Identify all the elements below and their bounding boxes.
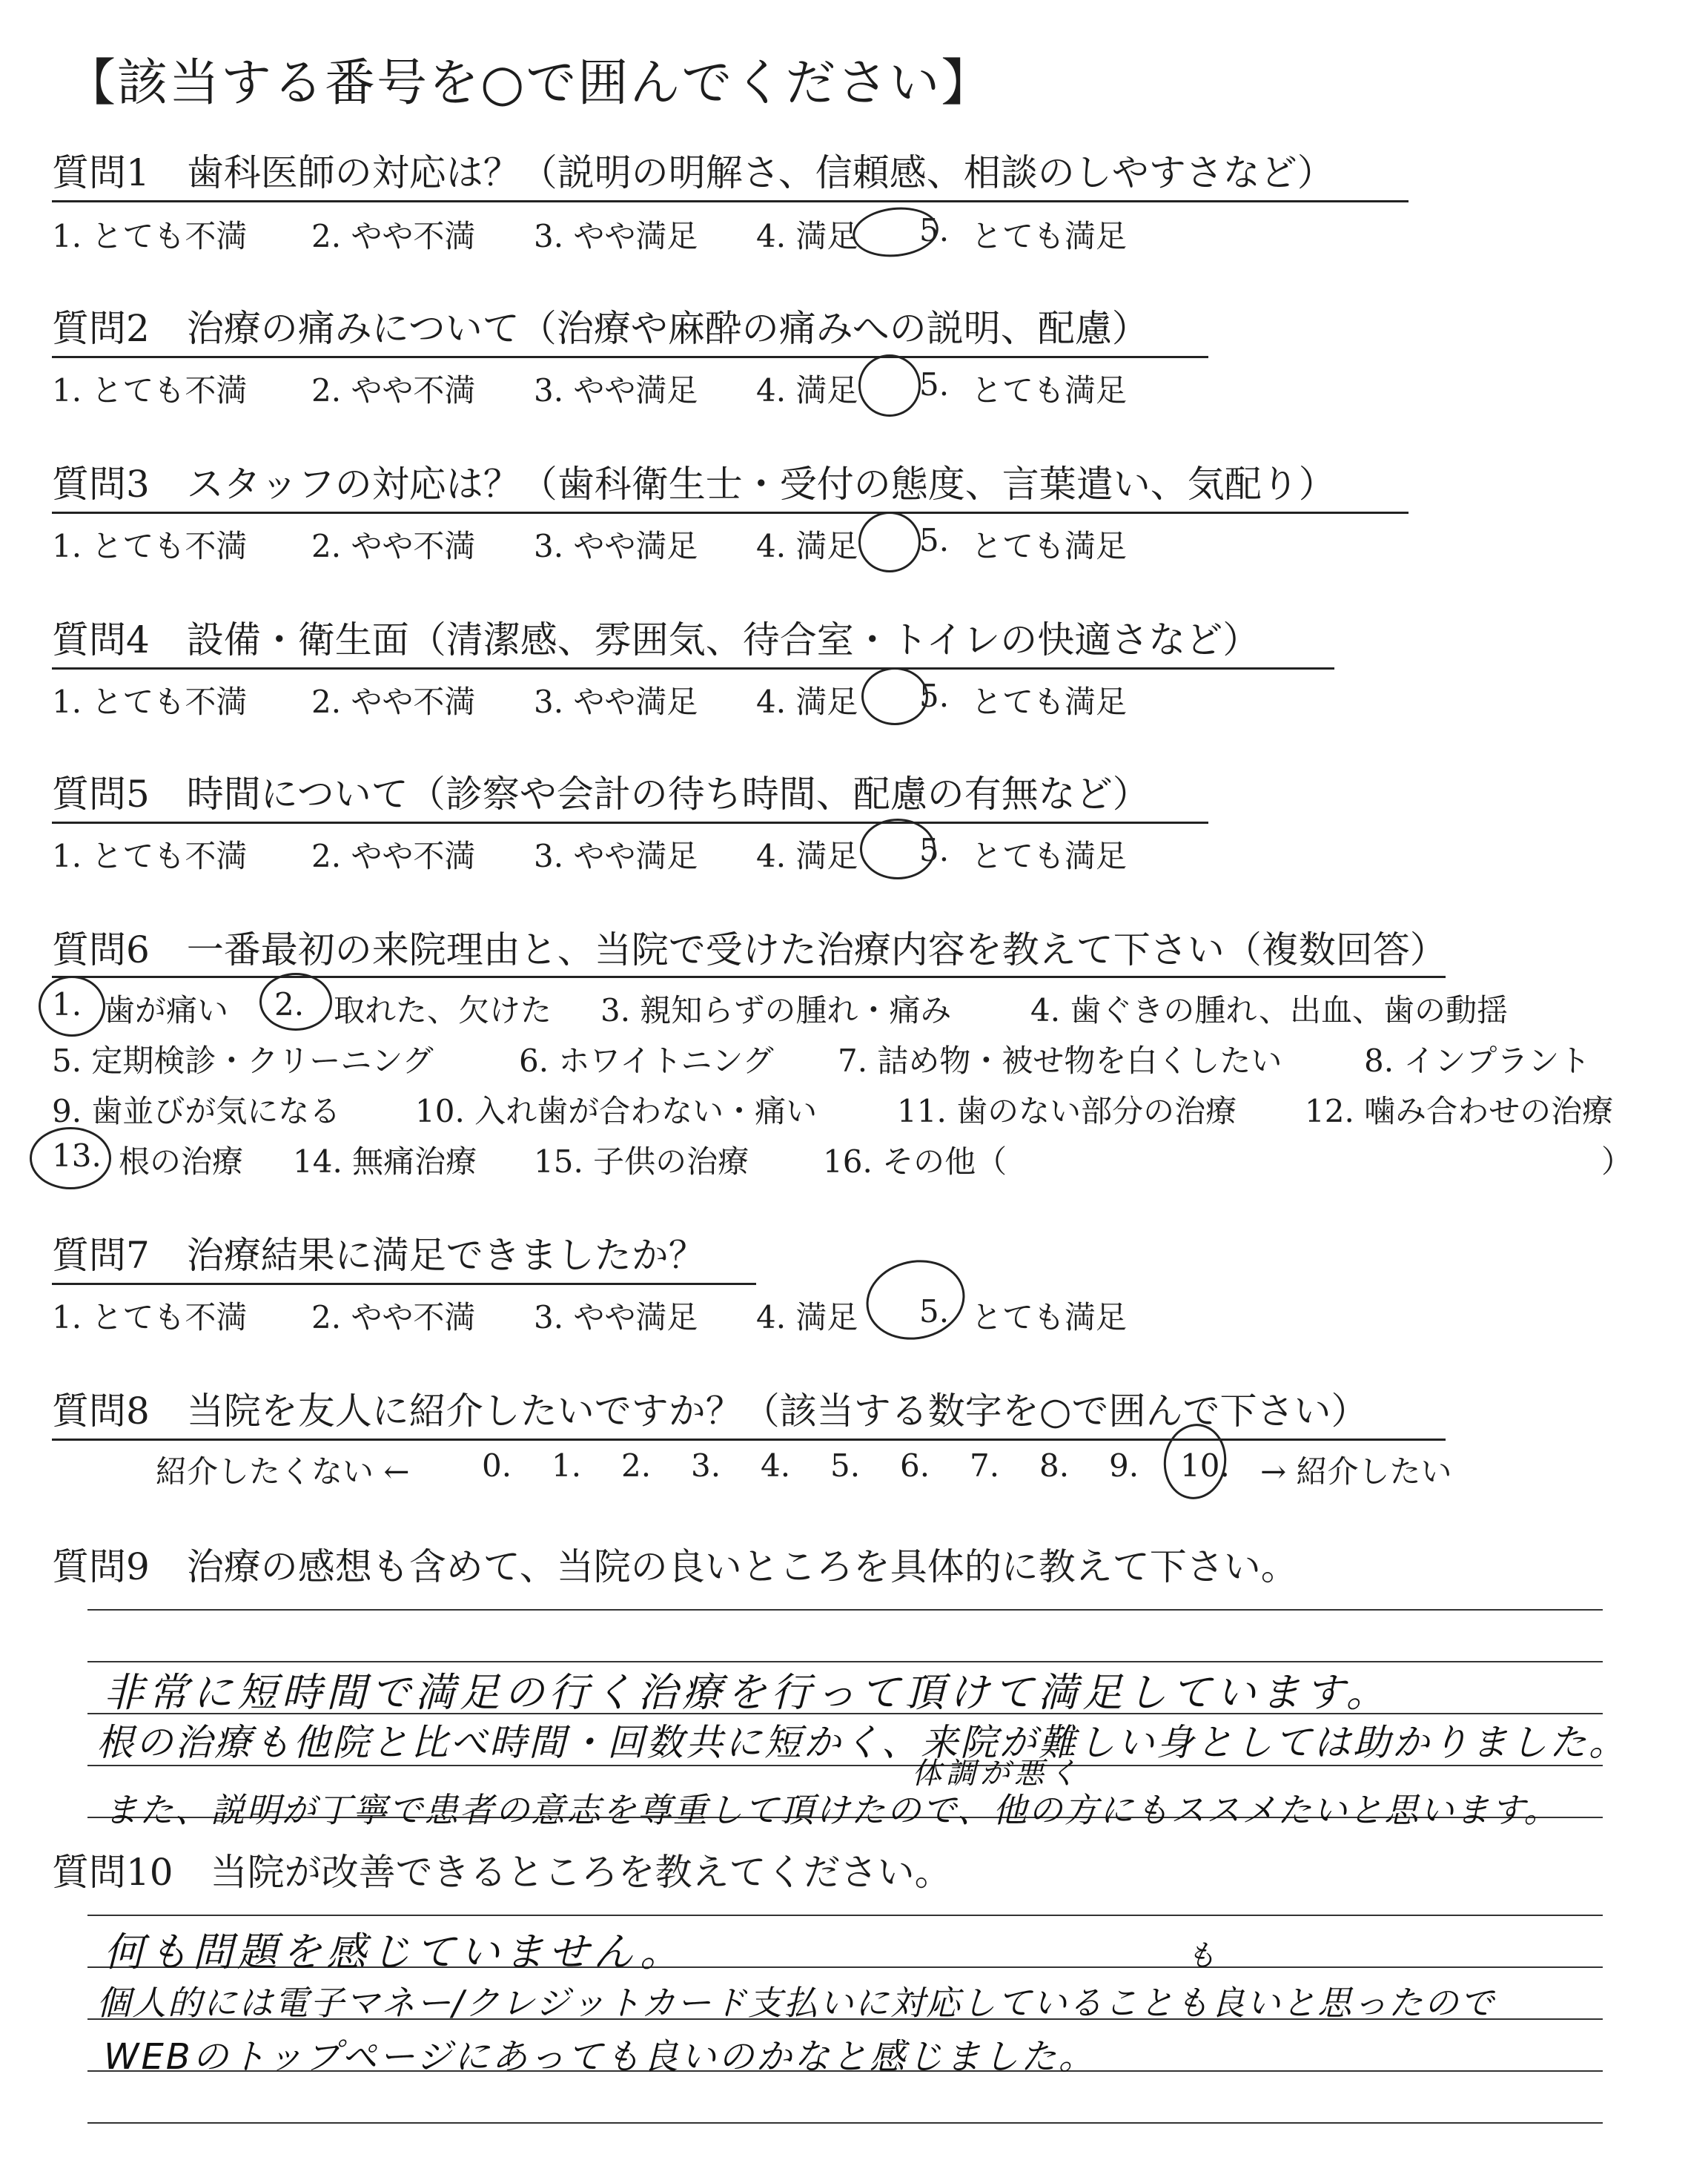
question-9-title: 質問9 治療の感想も含めて、当院の良いところを具体的に教えて下さい。 xyxy=(52,1545,1298,1588)
q1-option-4[interactable]: 4. 満足 xyxy=(756,218,858,254)
q10-rule-1 xyxy=(87,1915,1603,1916)
q1-option-5-number[interactable]: 5. xyxy=(919,212,950,248)
q5-option-4[interactable]: 4. 満足 xyxy=(756,838,858,874)
q1-option-2[interactable]: 2. やや不満 xyxy=(311,218,476,254)
q2-option-3[interactable]: 3. やや満足 xyxy=(534,372,698,409)
q3-option-3[interactable]: 3. やや満足 xyxy=(534,528,698,564)
q8-option-0[interactable]: 0. xyxy=(482,1447,512,1484)
q2-option-4[interactable]: 4. 満足 xyxy=(756,372,858,409)
question-4-title: 質問4 設備・衛生面（清潔感、雰囲気、待合室・トイレの快適さなど） xyxy=(52,618,1260,661)
q6-option-2-number[interactable]: 2. xyxy=(274,986,305,1023)
q3-selection-circle xyxy=(858,512,921,572)
q6-option-12[interactable]: 12. 噛み合わせの治療 xyxy=(1305,1093,1614,1129)
question-7-title: 質問7 治療結果に満足できましたか？ xyxy=(52,1234,706,1277)
q6-option-16[interactable]: 16. その他（ xyxy=(823,1143,1007,1180)
q8-option-1[interactable]: 1. xyxy=(552,1447,582,1484)
q5-option-5-label[interactable]: とても満足 xyxy=(971,838,1128,874)
q6-option-14[interactable]: 14. 無痛治療 xyxy=(293,1143,477,1180)
q5-option-5-number[interactable]: 5. xyxy=(919,832,950,868)
q5-selection-circle xyxy=(860,819,936,879)
q9-answer-line-1: 非常に短時間で満足の行く治療を行って頂けて満足しています。 xyxy=(104,1669,1391,1716)
q2-option-1[interactable]: 1. とても不満 xyxy=(52,372,248,409)
q6-selection-circle-13 xyxy=(30,1127,111,1189)
q6-option-8[interactable]: 8. インプラント xyxy=(1364,1043,1591,1079)
question-8-title: 質問8 当院を友人に紹介したいですか？（該当する数字を○で囲んで下さい） xyxy=(52,1390,1368,1433)
page-title: 【該当する番号を○で囲んでください】 xyxy=(65,54,993,113)
q3-option-5-label[interactable]: とても満足 xyxy=(971,528,1128,564)
q8-option-8[interactable]: 8. xyxy=(1039,1447,1070,1484)
q3-option-2[interactable]: 2. やや不満 xyxy=(311,528,476,564)
q9-rule-1 xyxy=(87,1609,1603,1611)
q7-option-5-label[interactable]: とても満足 xyxy=(971,1299,1128,1335)
q6-selection-circle-1 xyxy=(39,976,105,1037)
q6-option-5[interactable]: 5. 定期検診・クリーニング xyxy=(52,1043,434,1079)
q5-option-2[interactable]: 2. やや不満 xyxy=(311,838,476,874)
question-2-title: 質問2 治療の痛みについて（治療や麻酔の痛みへの説明、配慮） xyxy=(52,307,1149,350)
q7-selection-circle xyxy=(858,1251,972,1349)
q6-option-1-label[interactable]: 歯が痛い xyxy=(104,992,229,1028)
q6-option-13-label[interactable]: 根の治療 xyxy=(119,1143,244,1180)
q10-answer-line-3: WEBのトップページにあっても良いのかなと感じました。 xyxy=(104,2036,1096,2078)
q3-option-1[interactable]: 1. とても不満 xyxy=(52,528,248,564)
q5-option-1[interactable]: 1. とても不満 xyxy=(52,838,248,874)
question-2-underline xyxy=(52,356,1208,358)
q7-option-2[interactable]: 2. やや不満 xyxy=(311,1299,476,1335)
q2-option-5-number[interactable]: 5. xyxy=(919,366,950,403)
q6-option-16-close: ） xyxy=(1601,1143,1633,1180)
q8-left-label: 紹介したくない ← xyxy=(156,1453,410,1490)
question-1-title: 質問1 歯科医師の対応は？（説明の明解さ、信頼感、相談のしやすさなど） xyxy=(52,151,1334,194)
q8-option-10[interactable]: 10. xyxy=(1180,1447,1230,1484)
q4-option-2[interactable]: 2. やや不満 xyxy=(311,684,476,720)
q6-option-6[interactable]: 6. ホワイトニング xyxy=(519,1043,774,1079)
q4-option-1[interactable]: 1. とても不満 xyxy=(52,684,248,720)
question-6-title: 質問6 一番最初の来院理由と、当院で受けた治療内容を教えて下さい（複数回答） xyxy=(52,928,1447,971)
q8-option-9[interactable]: 9. xyxy=(1109,1447,1139,1484)
q7-option-4[interactable]: 4. 満足 xyxy=(756,1299,858,1335)
q4-option-5-label[interactable]: とても満足 xyxy=(971,684,1128,720)
question-3-underline xyxy=(52,512,1409,514)
q1-option-5-label[interactable]: とても満足 xyxy=(971,218,1128,254)
q4-selection-circle xyxy=(861,667,928,725)
q8-option-2[interactable]: 2. xyxy=(621,1447,652,1484)
q6-option-11[interactable]: 11. 歯のない部分の治療 xyxy=(897,1093,1237,1129)
question-7-underline xyxy=(52,1283,756,1285)
q6-option-10[interactable]: 10. 入れ歯が合わない・痛い xyxy=(415,1093,818,1129)
q3-option-5-number[interactable]: 5. xyxy=(919,522,950,558)
q6-option-7[interactable]: 7. 詰め物・被せ物を白くしたい xyxy=(838,1043,1282,1079)
q6-option-15[interactable]: 15. 子供の治療 xyxy=(534,1143,749,1180)
q10-insertion: も xyxy=(1186,1939,1220,1973)
question-3-title: 質問3 スタッフの対応は？（歯科衛生士・受付の態度、言葉遣い、気配り） xyxy=(52,463,1336,506)
question-4-underline xyxy=(52,667,1334,670)
q1-option-3[interactable]: 3. やや満足 xyxy=(534,218,698,254)
question-10-title: 質問10 当院が改善できるところを教えてください。 xyxy=(52,1851,952,1894)
q10-answer-line-1: 何も問題を感じていません。 xyxy=(104,1929,685,1975)
question-8-underline xyxy=(52,1439,1446,1441)
q9-answer-line-2: 根の治療も他院と比べ時間・回数共に短かく、来院が難しい身としては助かりました。 xyxy=(96,1721,1628,1764)
q9-insertion: 体調が悪く xyxy=(912,1757,1082,1791)
q7-option-5-number[interactable]: 5. xyxy=(919,1293,950,1330)
q6-option-13-number[interactable]: 13. xyxy=(52,1137,102,1174)
q1-option-1[interactable]: 1. とても不満 xyxy=(52,218,248,254)
q6-option-4[interactable]: 4. 歯ぐきの腫れ、出血、歯の動揺 xyxy=(1030,992,1508,1028)
q5-option-3[interactable]: 3. やや満足 xyxy=(534,838,698,874)
q8-option-4[interactable]: 4. xyxy=(761,1447,791,1484)
question-1-underline xyxy=(52,200,1409,202)
q10-answer-line-2: 個人的には電子マネー/クレジットカード支払いに対応していることも良いと思ったので xyxy=(96,1983,1495,2023)
q6-option-3[interactable]: 3. 親知らずの腫れ・痛み xyxy=(600,992,952,1028)
q10-rule-5 xyxy=(87,2122,1603,2124)
q8-option-5[interactable]: 5. xyxy=(830,1447,861,1484)
q6-option-1-number[interactable]: 1. xyxy=(52,986,82,1023)
q9-answer-line-3: また、説明が丁寧で患者の意志を尊重して頂けたので、他の方にもススメたいと思います。 xyxy=(104,1790,1560,1830)
q6-option-9[interactable]: 9. 歯並びが気になる xyxy=(52,1093,341,1129)
question-5-underline xyxy=(52,822,1208,824)
q2-option-5-label[interactable]: とても満足 xyxy=(971,372,1128,409)
question-6-underline xyxy=(52,976,1446,978)
q4-option-4[interactable]: 4. 満足 xyxy=(756,684,858,720)
q2-option-2[interactable]: 2. やや不満 xyxy=(311,372,476,409)
q4-option-5-number[interactable]: 5. xyxy=(919,678,950,714)
q8-option-3[interactable]: 3. xyxy=(691,1447,721,1484)
question-5-title: 質問5 時間について（診察や会計の待ち時間、配慮の有無など） xyxy=(52,773,1150,816)
q6-selection-circle-2 xyxy=(259,973,332,1031)
q7-option-3[interactable]: 3. やや満足 xyxy=(534,1299,698,1335)
q7-option-1[interactable]: 1. とても不満 xyxy=(52,1299,248,1335)
q4-option-3[interactable]: 3. やや満足 xyxy=(534,684,698,720)
q2-selection-circle xyxy=(858,354,921,417)
q6-option-2-label[interactable]: 取れた、欠けた xyxy=(334,992,552,1028)
q8-right-label: → 紹介したい xyxy=(1260,1453,1452,1490)
q8-option-6[interactable]: 6. xyxy=(900,1447,930,1484)
q8-option-7[interactable]: 7. xyxy=(970,1447,1000,1484)
q3-option-4[interactable]: 4. 満足 xyxy=(756,528,858,564)
